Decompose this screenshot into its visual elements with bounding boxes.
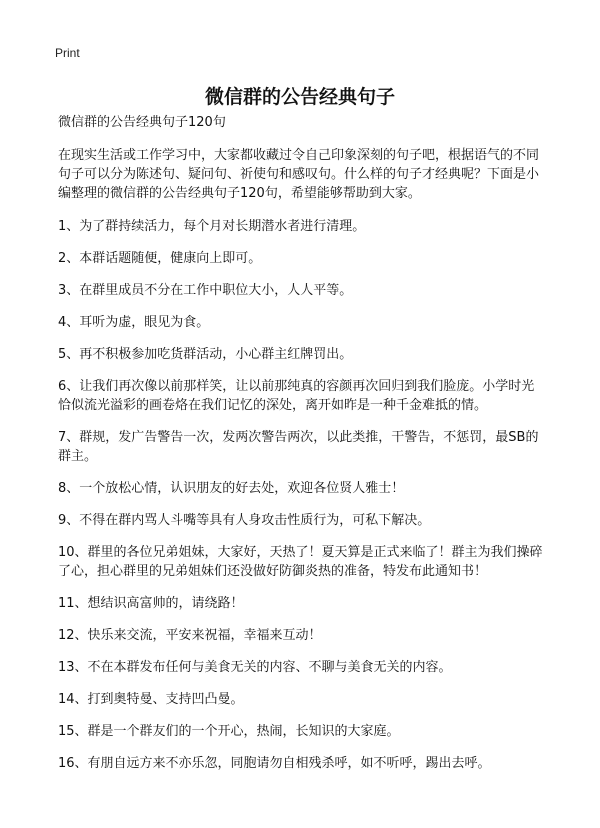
list-item: 7、群规，发广告警告一次，发两次警告两次，以此类推，干警告，不惩罚，最SB的群主。: [58, 430, 539, 464]
list-item: 14、打到奥特曼、支持凹凸曼。: [58, 692, 244, 707]
list-item: 13、不在本群发布任何与美食无关的内容、不聊与美食无关的内容。: [58, 660, 452, 675]
list-item: 6、让我们再次像以前那样笑，让以前那纯真的容颜再次回归到我们脸庞。小学时光恰似流光溢彩的画卷烙在我们记忆的深处，离开如昨是一种千金难抵的情。: [58, 379, 535, 413]
list-item: 3、在群里成员不分在工作中职位大小，人人平等。: [58, 283, 353, 298]
page-title: 微信群的公告经典句子: [204, 86, 395, 108]
list-item: 11、想结识高富帅的，请绕路！: [58, 596, 244, 611]
list-item: 5、再不积极参加吃货群活动，小心群主红牌罚出。: [58, 347, 353, 362]
print-link[interactable]: Print: [55, 46, 80, 60]
list-item: 4、耳听为虚，眼见为食。: [58, 315, 210, 330]
list-item: 12、快乐来交流，平安来祝福，幸福来互动！: [58, 628, 322, 643]
list-item: 15、群是一个群友们的一个开心，热闹，长知识的大家庭。: [58, 724, 400, 739]
list-item: 1、为了群持续活力，每个月对长期潜水者进行清理。: [58, 219, 366, 234]
list-item: 9、不得在群内骂人斗嘴等具有人身攻击性质行为，可私下解决。: [58, 513, 431, 528]
article-body: [58, 114, 544, 786]
list-item: 16、有朋自远方来不亦乐忽，同胞请勿自相残杀呼，如不听呼，踢出去呼。: [58, 756, 491, 771]
list-item: 2、本群话题随便，健康向上即可。: [58, 251, 262, 266]
article-subtitle: 微信群的公告经典句子120句: [58, 115, 226, 130]
article-intro: 在现实生活或工作学习中，大家都收藏过令自己印象深刻的句子吧，根据语气的不同句子可以分为陈述句、疑问句、祈使句和感叹句。什么样的句子才经典呢？下面是小编整理的微信群的公告经典句子120句，希望能够帮助到大家。: [58, 148, 540, 201]
list-item: 10、群里的各位兄弟姐妹，大家好，天热了！夏天算是正式来临了！群主为我们操碎了心，担心群里的兄弟姐妹们还没做好防御炎热的准备，特发布此通知书！: [58, 545, 543, 579]
list-item: 8、一个放松心情，认识朋友的好去处，欢迎各位贤人雅士！: [58, 481, 405, 496]
